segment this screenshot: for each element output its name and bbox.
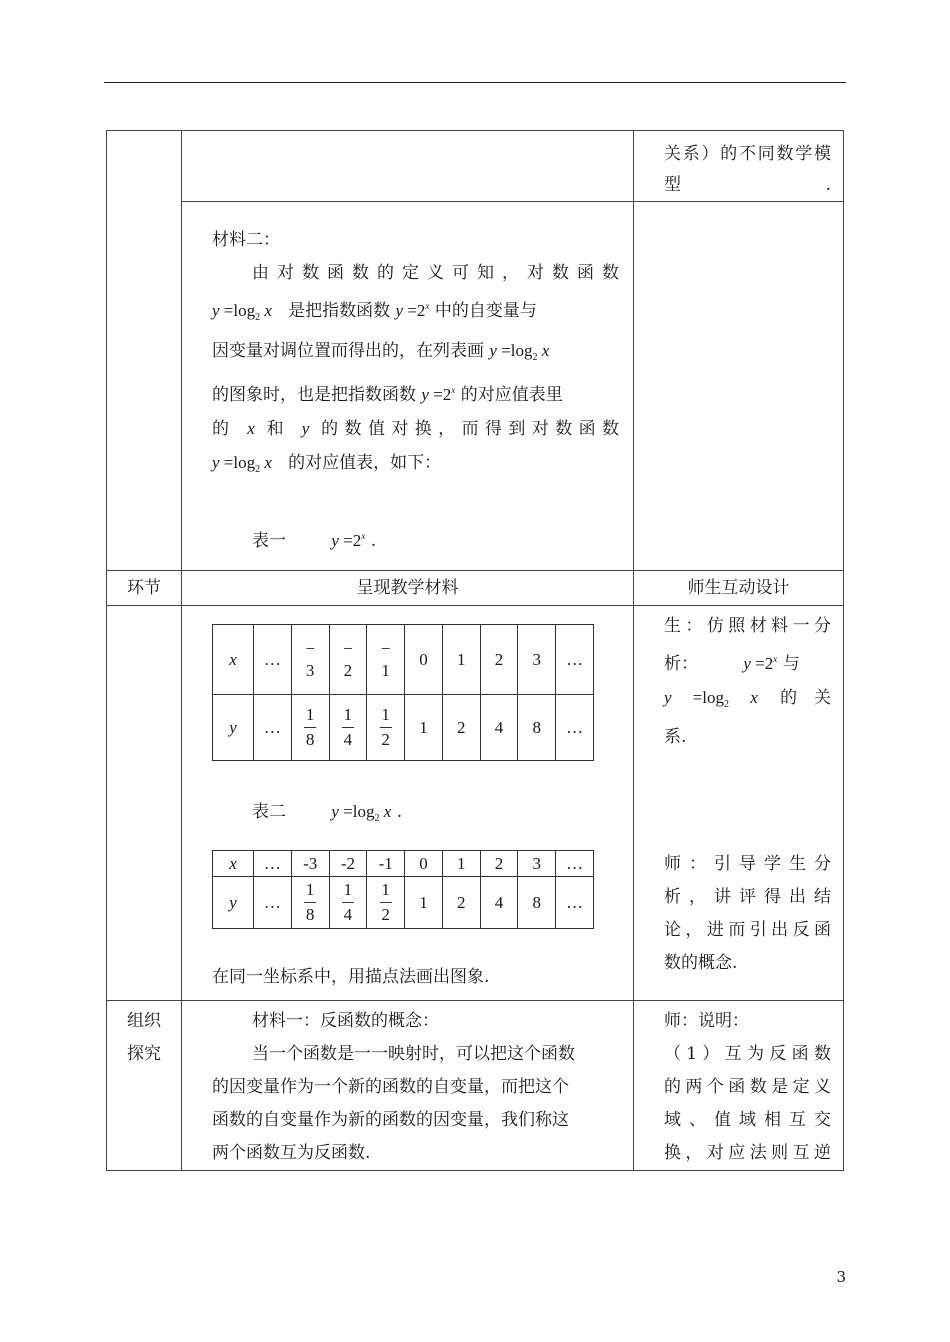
- table2-x-cell: 3: [518, 851, 556, 877]
- material-one-line: 当一个函数是一一映射时，可以把这个函数: [252, 1044, 575, 1064]
- value-table-2: [212, 850, 594, 929]
- table1-caption: 表一 $y =2^x$ .: [252, 531, 377, 551]
- table-row: [107, 606, 844, 1001]
- section-label: 组织: [127, 1011, 161, 1031]
- table1-x-cell: 3: [518, 625, 556, 695]
- table1-y-cell: 1: [405, 695, 443, 761]
- explore-note-cell: [634, 1001, 844, 1171]
- material-two-line-2: $y =\log_2$ x 是把指数函数 $y =2^x$ 中的自变量与: [212, 301, 537, 323]
- table1-y-cell: 2: [442, 695, 480, 761]
- material-one-line: 两个函数互为反函数.: [212, 1143, 371, 1163]
- material-one-line: 函数的自变量作为新的函数的因变量，我们称这: [212, 1110, 569, 1130]
- section-cell-empty: [107, 131, 182, 571]
- interaction-notes-cell: [634, 606, 844, 1001]
- table2-x-cell: 1: [442, 851, 480, 877]
- material-two-cell: [182, 202, 634, 571]
- table2-x-cell: 2: [480, 851, 518, 877]
- table1-y-cell: 4: [480, 695, 518, 761]
- table1-y-label: y: [213, 695, 254, 761]
- explore-note-line: 域、值域相互交: [664, 1110, 831, 1130]
- header-col-material: 呈现教学材料: [182, 571, 634, 606]
- table1-x-cell: − 3: [291, 625, 329, 695]
- material-two-line-3: 因变量对调位置而得出的，在列表画 $y =\log_2$ x: [212, 341, 550, 363]
- student-note-line: 生：仿照材料一分: [664, 616, 831, 636]
- table-row: [107, 131, 844, 202]
- table1-x-cell: …: [254, 625, 292, 695]
- header-col-section: 环节: [107, 571, 182, 606]
- note-text: 关系）的不同数学模型.: [664, 144, 831, 195]
- note-cell: [634, 131, 844, 202]
- table2-y-cell: 4: [480, 877, 518, 929]
- student-note-line: 系.: [664, 727, 687, 747]
- page-number: 3: [836, 1268, 846, 1286]
- table2-x-cell: -1: [367, 851, 405, 877]
- header-col-interaction: 师生互动设计: [634, 571, 844, 606]
- explore-note-line: 的两个函数是定义: [664, 1077, 831, 1097]
- table1-y-cell: $\frac{1}{8}$: [291, 695, 329, 761]
- table1-x-label: x: [213, 625, 254, 695]
- section-cell-empty: [107, 606, 182, 1001]
- formula-exp: $y =2^x$: [395, 301, 430, 320]
- teacher-note-line: 析，讲评得出结: [664, 887, 831, 907]
- table2-y-cell: …: [556, 877, 594, 929]
- table2-y-cell: 8: [518, 877, 556, 929]
- table1-x-cell: 1: [442, 625, 480, 695]
- table2-x-cell: …: [556, 851, 594, 877]
- teacher-note-line: 数的概念.: [664, 953, 738, 973]
- explore-note-line: 师：说明：: [664, 1011, 749, 1031]
- table-row: [107, 202, 844, 571]
- value-table-1: [212, 624, 594, 761]
- table2-y-cell: 1: [405, 877, 443, 929]
- section-label: 探究: [127, 1044, 161, 1064]
- table2-y-label: y: [213, 877, 254, 929]
- section-cell: [107, 1001, 182, 1171]
- formula-log: $y =\log_2$ x: [212, 301, 272, 323]
- formula-log: $y =\log_2$ x: [489, 341, 550, 363]
- table1-x-cell: 0: [405, 625, 443, 695]
- formula-exp: $y =2^x$: [421, 385, 456, 404]
- material-cell-empty: [182, 131, 634, 202]
- table-row: [107, 1001, 844, 1171]
- explore-note-line: 换，对应法则互逆: [664, 1143, 831, 1163]
- table2-x-cell: 0: [405, 851, 443, 877]
- material-two-heading: 材料二：: [212, 230, 280, 250]
- table1-x-cell: − 1: [367, 625, 405, 695]
- material-two-line-4: 的图象时，也是把指数函数 $y =2^x$ 的对应值表里: [212, 385, 563, 405]
- table2-y-cell: 2: [442, 877, 480, 929]
- table2-y-cell: …: [254, 877, 292, 929]
- table1-y-cell: $\frac{1}{4}$: [329, 695, 367, 761]
- material-one-heading: 材料一：反函数的概念：: [252, 1011, 439, 1031]
- student-note-line: $y =\log_2$ x 的关: [664, 688, 831, 710]
- table1-y-cell: …: [556, 695, 594, 761]
- table1-x-cell: − 2: [329, 625, 367, 695]
- table2-x-label: x: [213, 851, 254, 877]
- table2-x-cell: -3: [291, 851, 329, 877]
- table1-x-cell: …: [556, 625, 594, 695]
- table2-y-cell: $\frac{1}{2}$: [367, 877, 405, 929]
- lesson-plan-table: [106, 130, 844, 1171]
- table1-y-cell: $\frac{1}{2}$: [367, 695, 405, 761]
- formula-log: $y =\log_2$ x: [212, 453, 272, 475]
- table1-y-cell: …: [254, 695, 292, 761]
- table2-x-cell: …: [254, 851, 292, 877]
- material-one-line: 的因变量作为一个新的函数的自变量，而把这个: [212, 1077, 569, 1097]
- tables-cell: [182, 606, 634, 1001]
- table2-y-cell: $\frac{1}{4}$: [329, 877, 367, 929]
- teacher-note-line: 师：引导学生分: [664, 854, 831, 874]
- material-one-cell: [182, 1001, 634, 1171]
- table1-x-cell: 2: [480, 625, 518, 695]
- material-two-line-1: 由对数函数的定义可知，对数函数: [252, 263, 619, 283]
- table2-x-cell: -2: [329, 851, 367, 877]
- table-header-row: [107, 571, 844, 606]
- header-rule: [104, 82, 846, 83]
- note-cell-empty: [634, 202, 844, 571]
- teacher-note-line: 论，进而引出反函: [664, 920, 831, 940]
- table1-y-cell: 8: [518, 695, 556, 761]
- table2-y-cell: $\frac{1}{8}$: [291, 877, 329, 929]
- student-note-line: 析： $y =2^x$ 与: [664, 654, 800, 674]
- material-two-line-5: 的 x 和 y 的数值对换，而得到对数函数: [212, 419, 620, 439]
- table2-caption: 表二 $y =\log_2$ x .: [252, 802, 403, 824]
- after-tables-text: 在同一坐标系中，用描点法画出图象.: [212, 967, 490, 987]
- explore-note-line: （1）互为反函数: [664, 1044, 831, 1064]
- material-two-line-6: $y =\log_2$ x 的对应值表，如下：: [212, 453, 442, 475]
